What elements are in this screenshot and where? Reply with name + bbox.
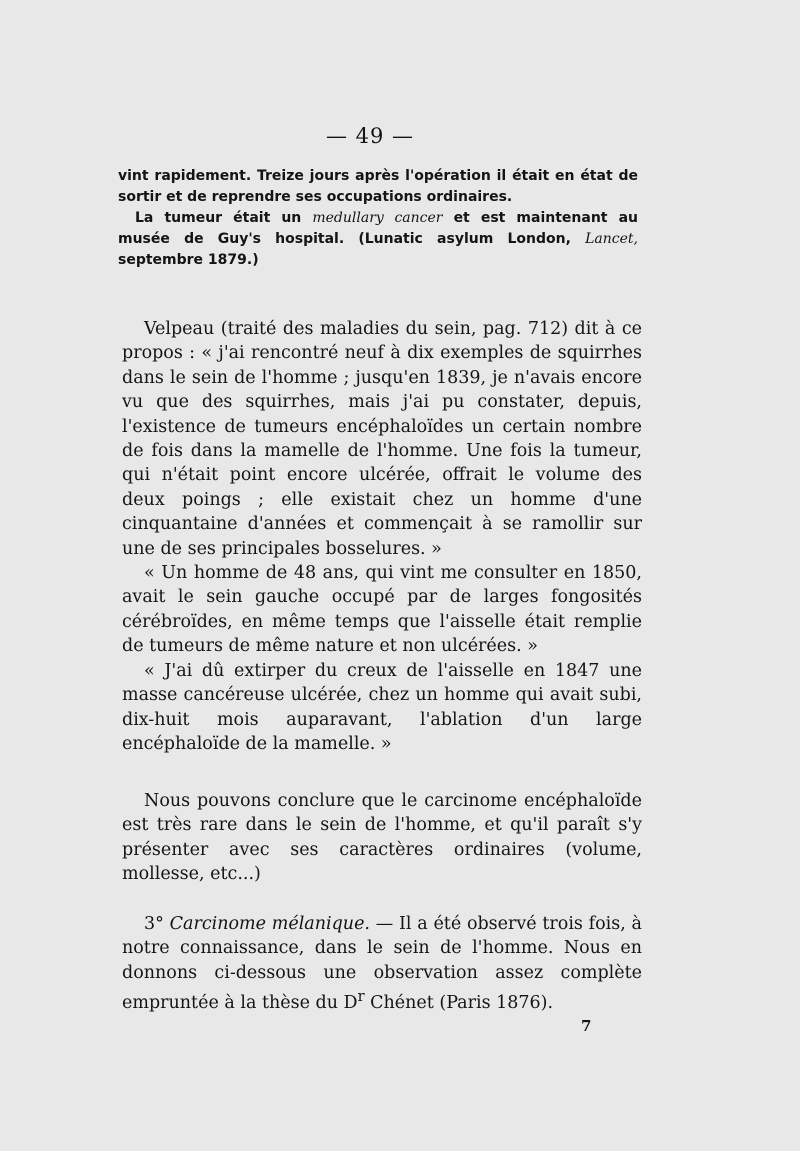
- velpeau-paragraph-3: « J'ai dû extirper du creux de l'aisselle en 1847 une masse cancéreuse ulcérée, chez un homme qui avait subi, dix-huit mois auparavant, l'ablation d'un large encéphaloïde de la mamelle. »: [122, 660, 642, 754]
- melanique-text-start: — Il a été observé trois fois, à notre connaissance, dans le sein de l'homme. Nous en donnons ci-dessous une observation assez complète empruntée à la thèse du D: [122, 914, 642, 1014]
- signature-mark: 7: [581, 1017, 592, 1035]
- source-text-end: septembre 1879.): [118, 252, 259, 268]
- source-text-mid: et est maintenant au musée de Guy's hospital. (Lunatic asylum London,: [118, 210, 638, 247]
- lancet-journal-name: Lancet,: [585, 231, 638, 247]
- case-report-ending: [118, 166, 638, 271]
- conclusion-section: [122, 789, 642, 887]
- doctor-abbreviation-superscript: r: [357, 988, 365, 1006]
- case-report-line: vint rapidement. Treize jours après l'opération il était en état de sortir et de reprendre ses occupations ordinaires.: [118, 168, 638, 205]
- melanique-section: [122, 912, 642, 1015]
- medullary-cancer-term: medullary cancer: [312, 210, 443, 226]
- section-number: 3°: [144, 914, 164, 934]
- velpeau-paragraph-2: « Un homme de 48 ans, qui vint me consulter en 1850, avait le sein gauche occupé par de larges fongosités cérébroïdes, en même temps que l'aisselle était remplie de tumeurs de même nature et non ulcérées. »: [122, 563, 642, 657]
- section-title: Carcinome mélanique.: [169, 914, 370, 934]
- melanique-paragraph: [122, 912, 642, 1015]
- conclusion-paragraph: Nous pouvons conclure que le carcinome encéphaloïde est très rare dans le sein de l'homme, et qu'il paraît s'y présenter avec ses caractères ordinaires (volume, mollesse, etc...): [122, 791, 642, 885]
- velpeau-paragraph-1: Velpeau (traité des maladies du sein, pag. 712) dit à ce propos : « j'ai rencontré neuf à dix exemples de squirrhes dans le sein de l'homme ; jusqu'en 1839, je n'avais encore vu que des squirrhes, mais j'ai pu constater, depuis, l'existence de tumeurs encéphaloïdes un certain nombre de fois dans la mamelle de l'homme. Une fois la tumeur, qui n'était point encore ulcérée, offrait le volume des deux poings ; elle existait chez un homme d'une cinquantaine d'années et commençait à se ramollir sur une de ses principales bosselures. »: [122, 319, 642, 559]
- page-number: — 49 —: [325, 124, 415, 148]
- source-text-start: La tumeur était un: [135, 210, 313, 226]
- case-report-source: [118, 208, 638, 271]
- velpeau-quote-section: [122, 317, 642, 756]
- melanique-text-end: Chénet (Paris 1876).: [364, 993, 554, 1014]
